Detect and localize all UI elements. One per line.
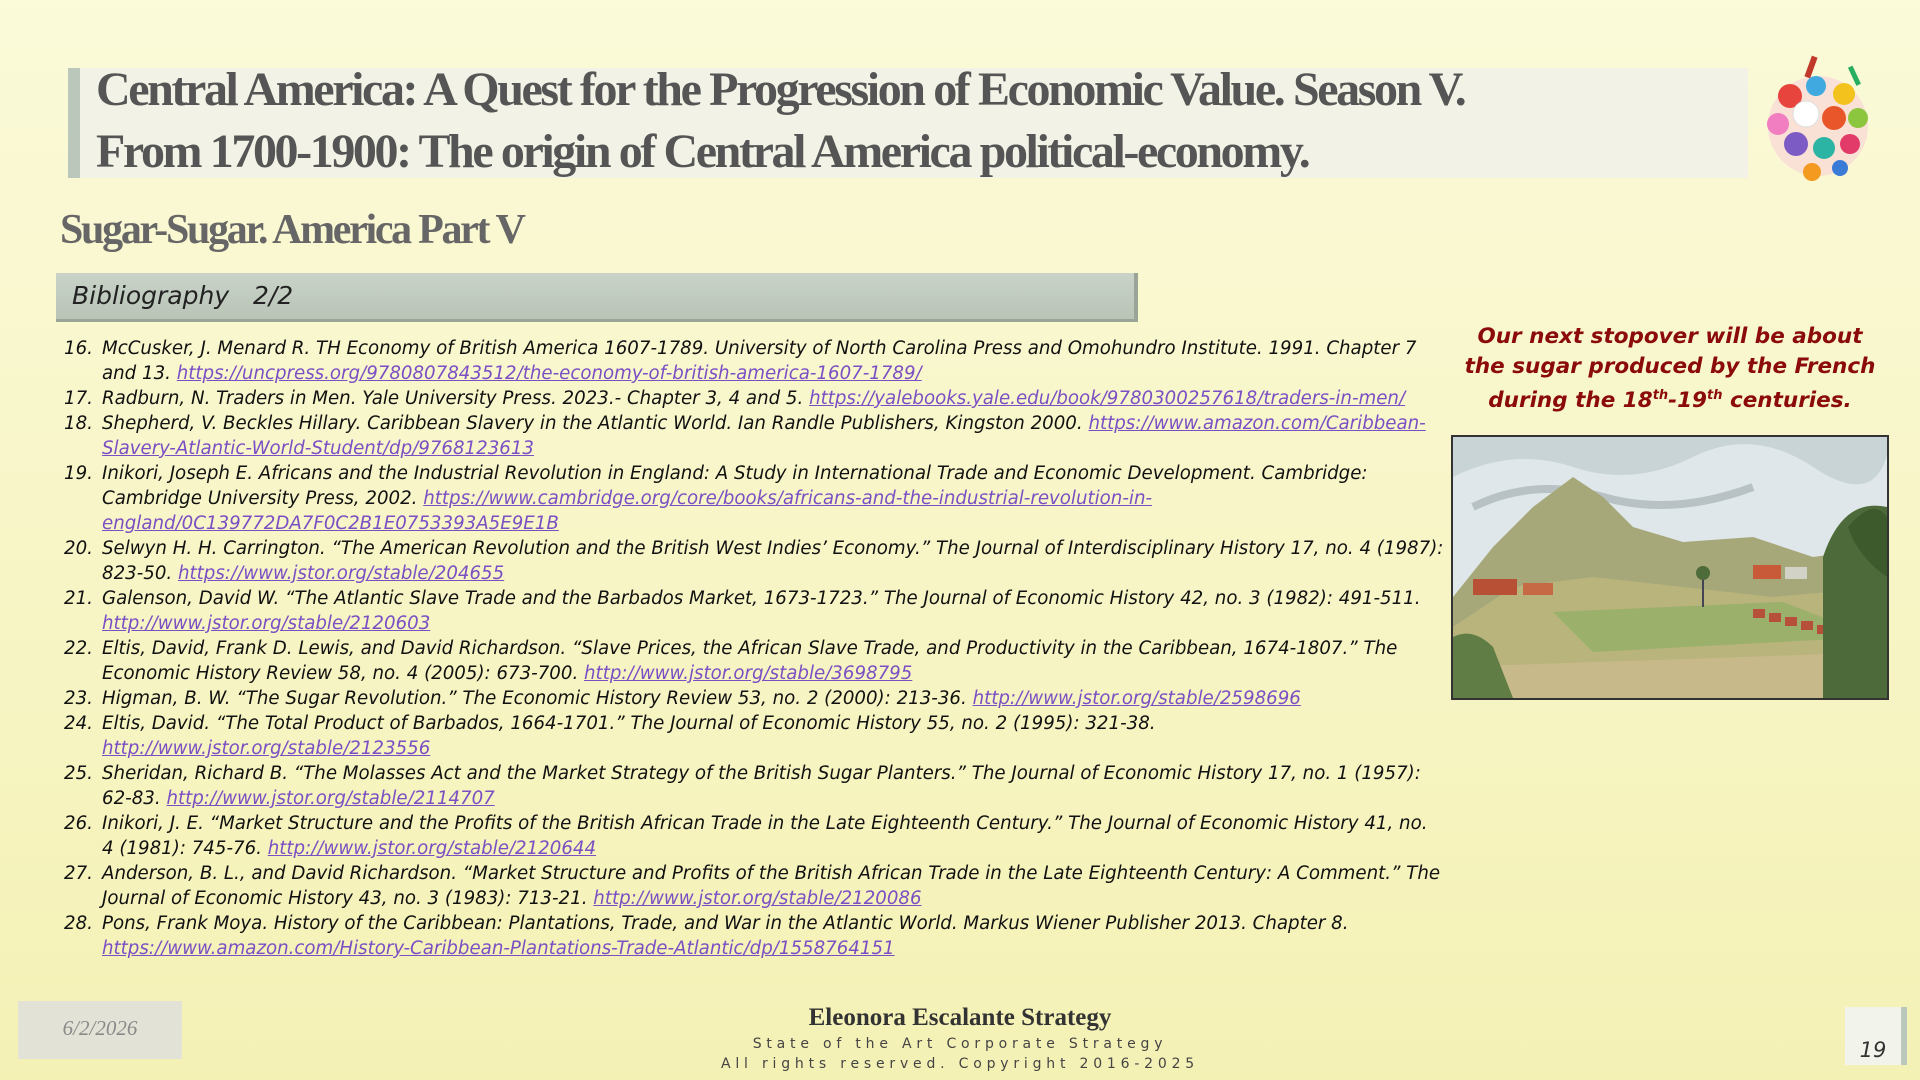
reference-number: 25. — [64, 763, 93, 784]
reference-number: 21. — [64, 588, 93, 609]
reference-link[interactable]: http://www.jstor.org/stable/2120603 — [102, 613, 431, 634]
reference-link[interactable]: https://www.jstor.org/stable/204655 — [178, 563, 505, 584]
slide-subtitle: Sugar-Sugar. America Part V — [60, 207, 524, 253]
reference-link[interactable]: http://www.jstor.org/stable/2114707 — [166, 788, 495, 809]
reference-text: Inikori, Joseph E. Africans and the Industrial Revolution in England: A Study in International Trade and Economic Development. Cambridge: Cambridge University Press, 2002. — [102, 463, 1368, 509]
note-line-1: Our next stopover will be about — [1477, 324, 1863, 349]
reference-text: Shepherd, V. Beckles Hillary. Caribbean Slavery in the Atlantic World. Ian Randle Publishers, Kingston 2000. — [102, 413, 1083, 434]
reference-link[interactable]: https://www.amazon.com/Caribbean-Slavery-Atlantic-World-Student/dp/9768123613 — [102, 413, 1426, 459]
reference-link[interactable]: http://www.jstor.org/stable/3698795 — [584, 663, 913, 684]
reference-link[interactable]: http://www.jstor.org/stable/2120086 — [593, 888, 922, 909]
reference-link[interactable]: https://www.cambridge.org/core/books/africans-and-the-industrial-revolution-in-england/0C139772DA7F0C2B1E0753393A5E9E1B — [102, 488, 1153, 534]
reference-text: Eltis, David. “The Total Product of Barbados, 1664-1701.” The Journal of Economic History 55, no. 2 (1995): 321-38. — [102, 713, 1156, 734]
plantation-engraving-image — [1451, 435, 1889, 700]
note-dash: -19 — [1668, 388, 1708, 414]
reference-item — [64, 686, 1444, 711]
reference-text: Anderson, B. L., and David Richardson. “Market Structure and Profits of the British African Trade in the Late Eighteenth Century: A Comment.” The Journal of Economic History 43, no. 3 (1983): 713-21. — [102, 863, 1441, 909]
reference-number: 27. — [64, 863, 93, 884]
reference-number: 18. — [64, 413, 93, 434]
reference-link[interactable]: https://yalebooks.yale.edu/book/9780300257618/traders-in-men/ — [809, 388, 1406, 409]
footer-tagline: State of the Art Corporate Strategy — [752, 1036, 1168, 1052]
reference-item — [64, 461, 1444, 536]
note-superscript-1: th — [1652, 388, 1669, 403]
reference-text: Sheridan, Richard B. “The Molasses Act and the Market Strategy of the British Sugar Planters.” The Journal of Economic History 17, no. 1 (1957): 62-83. — [102, 763, 1421, 809]
reference-number: 28. — [64, 913, 93, 934]
reference-item — [64, 711, 1444, 761]
reference-text: Eltis, David, Frank D. Lewis, and David Richardson. “Slave Prices, the African Slave Trade, and Productivity in the Caribbean, 1674-1807.” The Economic History Review 58, no. 4 (2005): 673-700. — [102, 638, 1398, 684]
reference-link[interactable]: http://www.jstor.org/stable/2120644 — [267, 838, 597, 859]
bibliography-header-label: Bibliography 2/2 — [72, 281, 294, 310]
slide-title-line-2: From 1700-1900: The origin of Central America political-economy. — [96, 125, 1309, 178]
reference-text: Higman, B. W. “The Sugar Revolution.” The Economic History Review 53, no. 2 (2000): 213-36. — [102, 688, 967, 709]
page-number: 19 — [1859, 1038, 1887, 1062]
slide-date: 6/2/2026 — [62, 1016, 138, 1040]
slide-title-line-1: Central America: A Quest for the Progression of Economic Value. Season V. — [96, 63, 1465, 116]
reference-number: 16. — [64, 338, 93, 359]
reference-item — [64, 536, 1444, 586]
footer-company-name: Eleonora Escalante Strategy — [808, 1004, 1112, 1031]
reference-item — [64, 636, 1444, 686]
reference-item — [64, 861, 1444, 911]
reference-text: Radburn, N. Traders in Men. Yale University Press. 2023.- Chapter 3, 4 and 5. — [102, 388, 804, 409]
reference-text: Selwyn H. H. Carrington. “The American Revolution and the British West Indies’ Economy.” The Journal of Interdisciplinary History 17, no. 4 (1987): 823-50. — [102, 538, 1444, 584]
note-superscript-2: th — [1707, 388, 1723, 403]
reference-text: Pons, Frank Moya. History of the Caribbean: Plantations, Trade, and War in the Atlantic World. Markus Wiener Publisher 2013. Chapter 8. — [102, 913, 1349, 934]
reference-item — [64, 336, 1444, 386]
reference-number: 22. — [64, 638, 93, 659]
reference-number: 17. — [64, 388, 93, 409]
reference-list — [64, 336, 1444, 961]
reference-number: 24. — [64, 713, 93, 734]
reference-number: 20. — [64, 538, 93, 559]
note-line-2: the sugar produced by the French — [1464, 353, 1876, 379]
note-line-3 — [1440, 381, 1900, 416]
reference-item — [64, 411, 1444, 461]
reference-item — [64, 586, 1444, 636]
reference-item — [64, 761, 1444, 811]
reference-text: Galenson, David W. “The Atlantic Slave Trade and the Barbados Market, 1673-1723.” The Journal of Economic History 42, no. 3 (1982): 491-511. — [102, 588, 1421, 609]
reference-text: McCusker, J. Menard R. TH Economy of British America 1607-1789. University of North Carolina Press and Omohundro Institute. 1991. Chapter 7 and 13. — [102, 338, 1417, 384]
reference-number: 23. — [64, 688, 93, 709]
reference-link[interactable]: http://www.jstor.org/stable/2598696 — [972, 688, 1301, 709]
note-line-3-end: centuries. — [1722, 388, 1852, 414]
reference-link[interactable]: https://uncpress.org/9780807843512/the-economy-of-british-america-1607-1789/ — [176, 363, 922, 384]
reference-number: 26. — [64, 813, 93, 834]
footer-copyright: All rights reserved. Copyright 2016-2025 — [720, 1056, 1200, 1072]
reference-item — [64, 386, 1444, 411]
reference-item — [64, 811, 1444, 861]
reference-number: 19. — [64, 463, 93, 484]
candy-sweets-icon — [1748, 52, 1888, 194]
reference-item — [64, 911, 1444, 961]
reference-link[interactable]: https://www.amazon.com/History-Caribbean-Plantations-Trade-Atlantic/dp/1558764151 — [102, 938, 895, 959]
note-line-3-start: during the 18 — [1488, 388, 1653, 414]
reference-link[interactable]: http://www.jstor.org/stable/2123556 — [102, 738, 431, 759]
reference-text: Inikori, J. E. “Market Structure and the Profits of the British African Trade in the Late Eighteenth Century.” The Journal of Economic History 41, no. 4 (1981): 745-76. — [102, 813, 1428, 859]
next-stopover-note — [1440, 322, 1900, 416]
